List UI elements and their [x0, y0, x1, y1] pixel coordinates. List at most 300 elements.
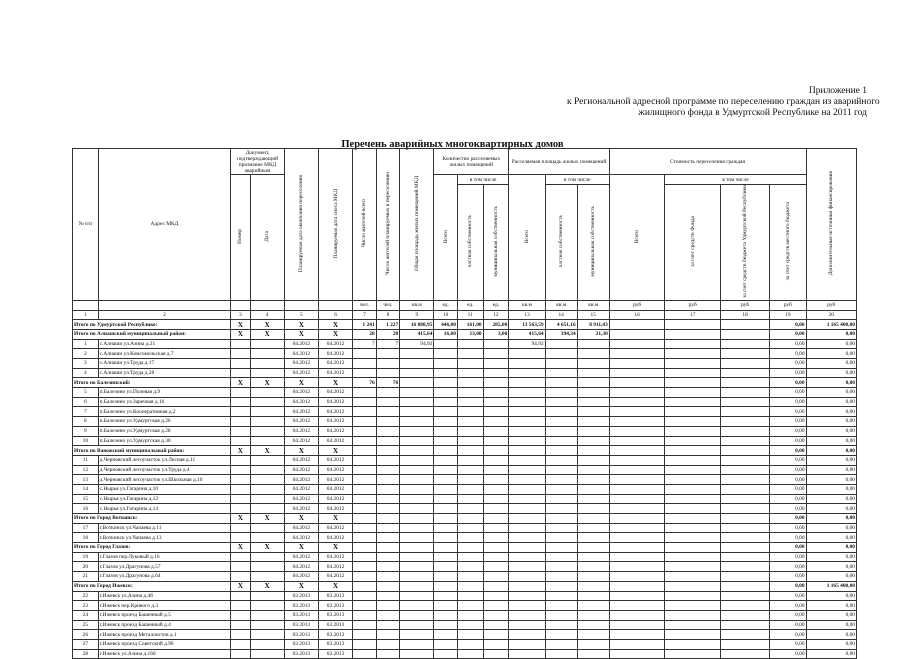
value-cell	[721, 446, 770, 456]
demolish-date-cell: 04.2012	[318, 359, 352, 369]
value-cell	[609, 514, 665, 524]
value-cell	[721, 572, 770, 582]
header-rooms-total: Всего	[442, 229, 449, 244]
value-cell	[376, 523, 400, 533]
value-cell	[609, 562, 665, 572]
value-cell	[434, 359, 458, 369]
group-total-row	[73, 543, 857, 553]
header-rooms-count: Количество расселяемых жилых помещений	[434, 149, 509, 175]
header-cost-incl: в том числе	[665, 175, 806, 185]
value-cell: 0,00	[806, 349, 856, 359]
value-cell	[376, 610, 400, 620]
value-cell	[577, 572, 609, 582]
value-cell	[665, 514, 721, 524]
value-cell	[400, 504, 434, 514]
demolish-date-cell: 03.2013	[318, 601, 352, 611]
doc-number-cell	[231, 436, 250, 446]
value-cell: 0,00	[770, 572, 806, 582]
doc-date-cell	[250, 359, 284, 369]
value-cell	[483, 572, 509, 582]
value-cell: 0,00	[770, 504, 806, 514]
value-cell	[721, 562, 770, 572]
table-row	[73, 610, 857, 620]
value-cell	[457, 610, 483, 620]
header-doc-number: Номер	[237, 228, 244, 244]
value-cell	[376, 426, 400, 436]
column-number-cell: 3	[231, 310, 250, 320]
x-mark: X	[231, 514, 250, 524]
value-cell	[509, 514, 545, 524]
value-cell	[353, 436, 377, 446]
row-number: 25	[73, 620, 99, 630]
doc-number-cell	[231, 465, 250, 475]
value-cell	[483, 368, 509, 378]
value-cell	[353, 572, 377, 582]
value-cell	[434, 504, 458, 514]
value-cell	[457, 639, 483, 649]
doc-date-cell	[250, 533, 284, 543]
value-cell: 0,00	[806, 649, 856, 659]
row-number: 27	[73, 639, 99, 649]
value-cell	[483, 455, 509, 465]
value-cell	[609, 320, 665, 330]
value-cell	[483, 543, 509, 553]
demolish-date-cell: 04.2012	[318, 436, 352, 446]
value-cell: 0,00	[806, 455, 856, 465]
value-cell	[721, 552, 770, 562]
value-cell	[665, 620, 721, 630]
value-cell	[353, 349, 377, 359]
resettle-date-cell: 04.2012	[284, 426, 318, 436]
table-row	[73, 368, 857, 378]
value-cell	[509, 349, 545, 359]
column-number-cell: 16	[609, 310, 665, 320]
value-cell	[509, 552, 545, 562]
value-cell	[609, 397, 665, 407]
value-cell	[353, 465, 377, 475]
unit-cell: руб	[770, 300, 806, 310]
demolish-date-cell: 03.2013	[318, 620, 352, 630]
header-area-private: частная собственность	[558, 215, 565, 268]
value-cell	[457, 359, 483, 369]
value-cell	[665, 639, 721, 649]
value-cell: 0,00	[770, 417, 806, 427]
value-cell	[609, 504, 665, 514]
value-cell	[457, 446, 483, 456]
value-cell: 1 165 400,00	[806, 581, 856, 591]
value-cell	[609, 610, 665, 620]
row-number: 17	[73, 523, 99, 533]
value-cell	[577, 523, 609, 533]
doc-number-cell	[231, 407, 250, 417]
table-row	[73, 504, 857, 514]
doc-number-cell	[231, 639, 250, 649]
value-cell	[509, 407, 545, 417]
value-cell	[376, 630, 400, 640]
value-cell	[609, 426, 665, 436]
doc-number-cell	[231, 504, 250, 514]
row-number: 19	[73, 552, 99, 562]
doc-date-cell	[250, 552, 284, 562]
doc-number-cell	[231, 523, 250, 533]
value-cell	[483, 639, 509, 649]
value-cell	[545, 475, 577, 485]
value-cell	[434, 397, 458, 407]
value-cell: 0,00	[806, 426, 856, 436]
value-cell	[545, 630, 577, 640]
value-cell	[721, 417, 770, 427]
value-cell	[353, 533, 377, 543]
value-cell	[457, 504, 483, 514]
value-cell	[509, 455, 545, 465]
value-cell	[400, 494, 434, 504]
value-cell	[483, 359, 509, 369]
value-cell	[545, 572, 577, 582]
table-row	[73, 591, 857, 601]
value-cell	[509, 378, 545, 388]
value-cell	[353, 455, 377, 465]
value-cell	[665, 562, 721, 572]
table-row	[73, 620, 857, 630]
value-cell	[434, 417, 458, 427]
value-cell	[353, 591, 377, 601]
value-cell	[457, 465, 483, 475]
demolish-date-cell: 03.2013	[318, 591, 352, 601]
value-cell	[545, 523, 577, 533]
row-number: 23	[73, 601, 99, 611]
group-label: Итого по Город Ижевск:	[73, 581, 231, 591]
group-label: Итого по Алнашский муниципальный район:	[73, 329, 231, 339]
value-cell	[609, 475, 665, 485]
unit-cell: кв.м	[400, 300, 434, 310]
doc-number-cell	[231, 552, 250, 562]
unit-cell: кв.м	[509, 300, 545, 310]
table-row	[73, 523, 857, 533]
doc-date-cell	[250, 339, 284, 349]
value-cell: 161,00	[457, 320, 483, 330]
value-cell	[434, 562, 458, 572]
doc-number-cell	[231, 620, 250, 630]
doc-number-cell	[231, 649, 250, 659]
value-cell: 0,00	[770, 514, 806, 524]
x-mark: X	[231, 543, 250, 553]
value-cell	[400, 581, 434, 591]
value-cell	[457, 572, 483, 582]
header-planned-demolish: Планируемая дата сноса МКД	[332, 188, 339, 259]
x-mark: X	[284, 320, 318, 330]
value-cell: 446,00	[434, 320, 458, 330]
doc-date-cell	[250, 465, 284, 475]
value-cell	[665, 339, 721, 349]
value-cell	[665, 591, 721, 601]
row-address: п.Балезино ул.Полевая д.9	[98, 388, 231, 398]
resettle-date-cell: 04.2012	[284, 436, 318, 446]
unit-cell: кв.м	[577, 300, 609, 310]
value-cell: 4 651,16	[545, 320, 577, 330]
value-cell	[609, 359, 665, 369]
value-cell: 28	[353, 329, 377, 339]
value-cell	[721, 543, 770, 553]
doc-date-cell	[250, 601, 284, 611]
row-address: с.Алнаши ул.Азина д.21	[98, 339, 231, 349]
value-cell	[434, 407, 458, 417]
value-cell	[483, 649, 509, 659]
value-cell: 0,00	[770, 484, 806, 494]
x-mark: X	[231, 378, 250, 388]
value-cell	[577, 581, 609, 591]
value-cell	[577, 407, 609, 417]
column-number-cell: 19	[770, 310, 806, 320]
value-cell	[545, 436, 577, 446]
value-cell: 76	[376, 378, 400, 388]
value-cell	[509, 368, 545, 378]
value-cell: 0,00	[770, 349, 806, 359]
resettle-date-cell: 04.2012	[284, 523, 318, 533]
table-row	[73, 601, 857, 611]
value-cell	[353, 446, 377, 456]
value-cell: 0,00	[806, 543, 856, 553]
column-number-cell: 17	[665, 310, 721, 320]
column-number-cell: 2	[98, 310, 231, 320]
value-cell	[400, 514, 434, 524]
value-cell	[509, 494, 545, 504]
row-address: г.Глазов ул.Драгунова д.57	[98, 562, 231, 572]
value-cell: 16,00	[434, 329, 458, 339]
demolish-date-cell: 04.2012	[318, 465, 352, 475]
value-cell: 0,00	[770, 426, 806, 436]
value-cell	[665, 543, 721, 553]
value-cell	[400, 475, 434, 485]
demolish-date-cell: 03.2013	[318, 649, 352, 659]
value-cell	[665, 329, 721, 339]
value-cell	[483, 504, 509, 514]
value-cell	[400, 620, 434, 630]
value-cell	[353, 514, 377, 524]
header-cost: Стоимость переселения граждан	[609, 149, 806, 175]
demolish-date-cell: 04.2012	[318, 572, 352, 582]
value-cell	[483, 426, 509, 436]
resettle-date-cell: 04.2012	[284, 359, 318, 369]
value-cell	[400, 436, 434, 446]
resettle-date-cell: 04.2012	[284, 533, 318, 543]
x-mark: X	[284, 446, 318, 456]
value-cell	[545, 339, 577, 349]
value-cell	[483, 494, 509, 504]
value-cell	[721, 494, 770, 504]
units-row	[73, 300, 857, 310]
value-cell	[721, 523, 770, 533]
value-cell: 0,00	[806, 591, 856, 601]
value-cell	[665, 426, 721, 436]
value-cell	[400, 630, 434, 640]
value-cell: 0,00	[806, 397, 856, 407]
value-cell	[434, 572, 458, 582]
value-cell	[545, 397, 577, 407]
value-cell: 13 563,59	[509, 320, 545, 330]
doc-date-cell	[250, 484, 284, 494]
value-cell	[665, 465, 721, 475]
value-cell	[545, 552, 577, 562]
value-cell	[376, 475, 400, 485]
value-cell	[609, 465, 665, 475]
value-cell	[434, 339, 458, 349]
value-cell	[483, 417, 509, 427]
value-cell: 0,00	[770, 397, 806, 407]
value-cell	[353, 543, 377, 553]
value-cell: 0,00	[806, 388, 856, 398]
value-cell	[665, 572, 721, 582]
value-cell	[376, 417, 400, 427]
value-cell	[721, 581, 770, 591]
unit-cell: кв.м	[545, 300, 577, 310]
value-cell	[457, 630, 483, 640]
resettle-date-cell: 04.2012	[284, 407, 318, 417]
row-address: п.Балезино ул.Заречная д.16	[98, 397, 231, 407]
value-cell	[376, 552, 400, 562]
value-cell	[545, 426, 577, 436]
value-cell	[434, 610, 458, 620]
value-cell	[665, 388, 721, 398]
value-cell	[545, 601, 577, 611]
value-cell	[509, 475, 545, 485]
value-cell	[721, 475, 770, 485]
value-cell	[353, 417, 377, 427]
value-cell	[577, 630, 609, 640]
row-number: 26	[73, 630, 99, 640]
table-row	[73, 639, 857, 649]
value-cell	[353, 562, 377, 572]
header-cost-budget-ur: за счет средств бюджета Удмуртской Республики	[742, 185, 749, 298]
value-cell	[483, 436, 509, 446]
value-cell	[509, 465, 545, 475]
row-number: 20	[73, 562, 99, 572]
value-cell	[721, 639, 770, 649]
value-cell	[457, 523, 483, 533]
row-address: с.Алнаши ул.Труда д.28	[98, 368, 231, 378]
value-cell	[376, 504, 400, 514]
column-number-cell: 1	[73, 310, 99, 320]
value-cell	[483, 562, 509, 572]
value-cell	[721, 630, 770, 640]
x-mark: X	[284, 581, 318, 591]
header-rooms-municipal: муниципальная собственность	[492, 206, 499, 277]
value-cell	[353, 368, 377, 378]
doc-date-cell	[250, 475, 284, 485]
value-cell	[665, 533, 721, 543]
doc-number-cell	[231, 455, 250, 465]
value-cell	[400, 639, 434, 649]
row-address: г.Воткинск ул.Чапаева д.13	[98, 533, 231, 543]
value-cell	[457, 388, 483, 398]
value-cell	[721, 455, 770, 465]
value-cell	[353, 426, 377, 436]
value-cell	[609, 581, 665, 591]
value-cell	[609, 349, 665, 359]
value-cell	[434, 591, 458, 601]
value-cell	[483, 533, 509, 543]
value-cell	[483, 601, 509, 611]
value-cell	[457, 581, 483, 591]
value-cell	[609, 543, 665, 553]
column-number-cell: 11	[457, 310, 483, 320]
row-address: г.Глазов пер.Луковый д.16	[98, 552, 231, 562]
value-cell	[457, 601, 483, 611]
row-number: 24	[73, 610, 99, 620]
value-cell	[400, 601, 434, 611]
demolish-date-cell: 04.2012	[318, 368, 352, 378]
x-mark: X	[284, 543, 318, 553]
resettle-date-cell: 03.2013	[284, 649, 318, 659]
value-cell	[509, 610, 545, 620]
value-cell	[577, 591, 609, 601]
value-cell	[483, 484, 509, 494]
value-cell	[434, 639, 458, 649]
doc-number-cell	[231, 494, 250, 504]
value-cell	[509, 417, 545, 427]
value-cell	[665, 349, 721, 359]
demolish-date-cell: 04.2012	[318, 349, 352, 359]
value-cell: 94,92	[509, 339, 545, 349]
row-address: г.Глазов ул.Драгунова д.64	[98, 572, 231, 582]
value-cell	[353, 388, 377, 398]
value-cell: 0,00	[770, 368, 806, 378]
value-cell	[400, 465, 434, 475]
value-cell: 0,00	[770, 601, 806, 611]
value-cell	[434, 581, 458, 591]
value-cell	[434, 426, 458, 436]
value-cell	[509, 572, 545, 582]
value-cell	[457, 484, 483, 494]
doc-date-cell	[250, 630, 284, 640]
value-cell	[577, 504, 609, 514]
value-cell: 0,00	[770, 581, 806, 591]
column-number-cell: 10	[434, 310, 458, 320]
doc-number-cell	[231, 484, 250, 494]
resettle-date-cell: 03.2013	[284, 591, 318, 601]
row-number: 4	[73, 368, 99, 378]
resettle-date-cell: 04.2012	[284, 455, 318, 465]
value-cell	[721, 620, 770, 630]
value-cell	[483, 581, 509, 591]
x-mark: X	[250, 543, 284, 553]
value-cell	[509, 620, 545, 630]
x-mark: X	[231, 320, 250, 330]
doc-date-cell	[250, 455, 284, 465]
resettle-date-cell: 03.2013	[284, 610, 318, 620]
value-cell	[400, 533, 434, 543]
value-cell	[376, 494, 400, 504]
doc-date-cell	[250, 417, 284, 427]
value-cell	[577, 649, 609, 659]
value-cell	[665, 455, 721, 465]
header-rooms-incl: в том числе	[457, 175, 508, 185]
value-cell	[577, 639, 609, 649]
value-cell: 0,00	[770, 378, 806, 388]
row-address: п.Балезино ул.Удмуртская д.30	[98, 436, 231, 446]
table-row	[73, 417, 857, 427]
value-cell	[457, 514, 483, 524]
value-cell	[434, 533, 458, 543]
value-cell: 0,00	[806, 339, 856, 349]
doc-number-cell	[231, 388, 250, 398]
value-cell	[609, 572, 665, 582]
value-cell	[353, 601, 377, 611]
table-row	[73, 494, 857, 504]
value-cell: 1 165 400,00	[806, 320, 856, 330]
value-cell	[665, 523, 721, 533]
value-cell: 0,00	[770, 407, 806, 417]
value-cell	[353, 407, 377, 417]
